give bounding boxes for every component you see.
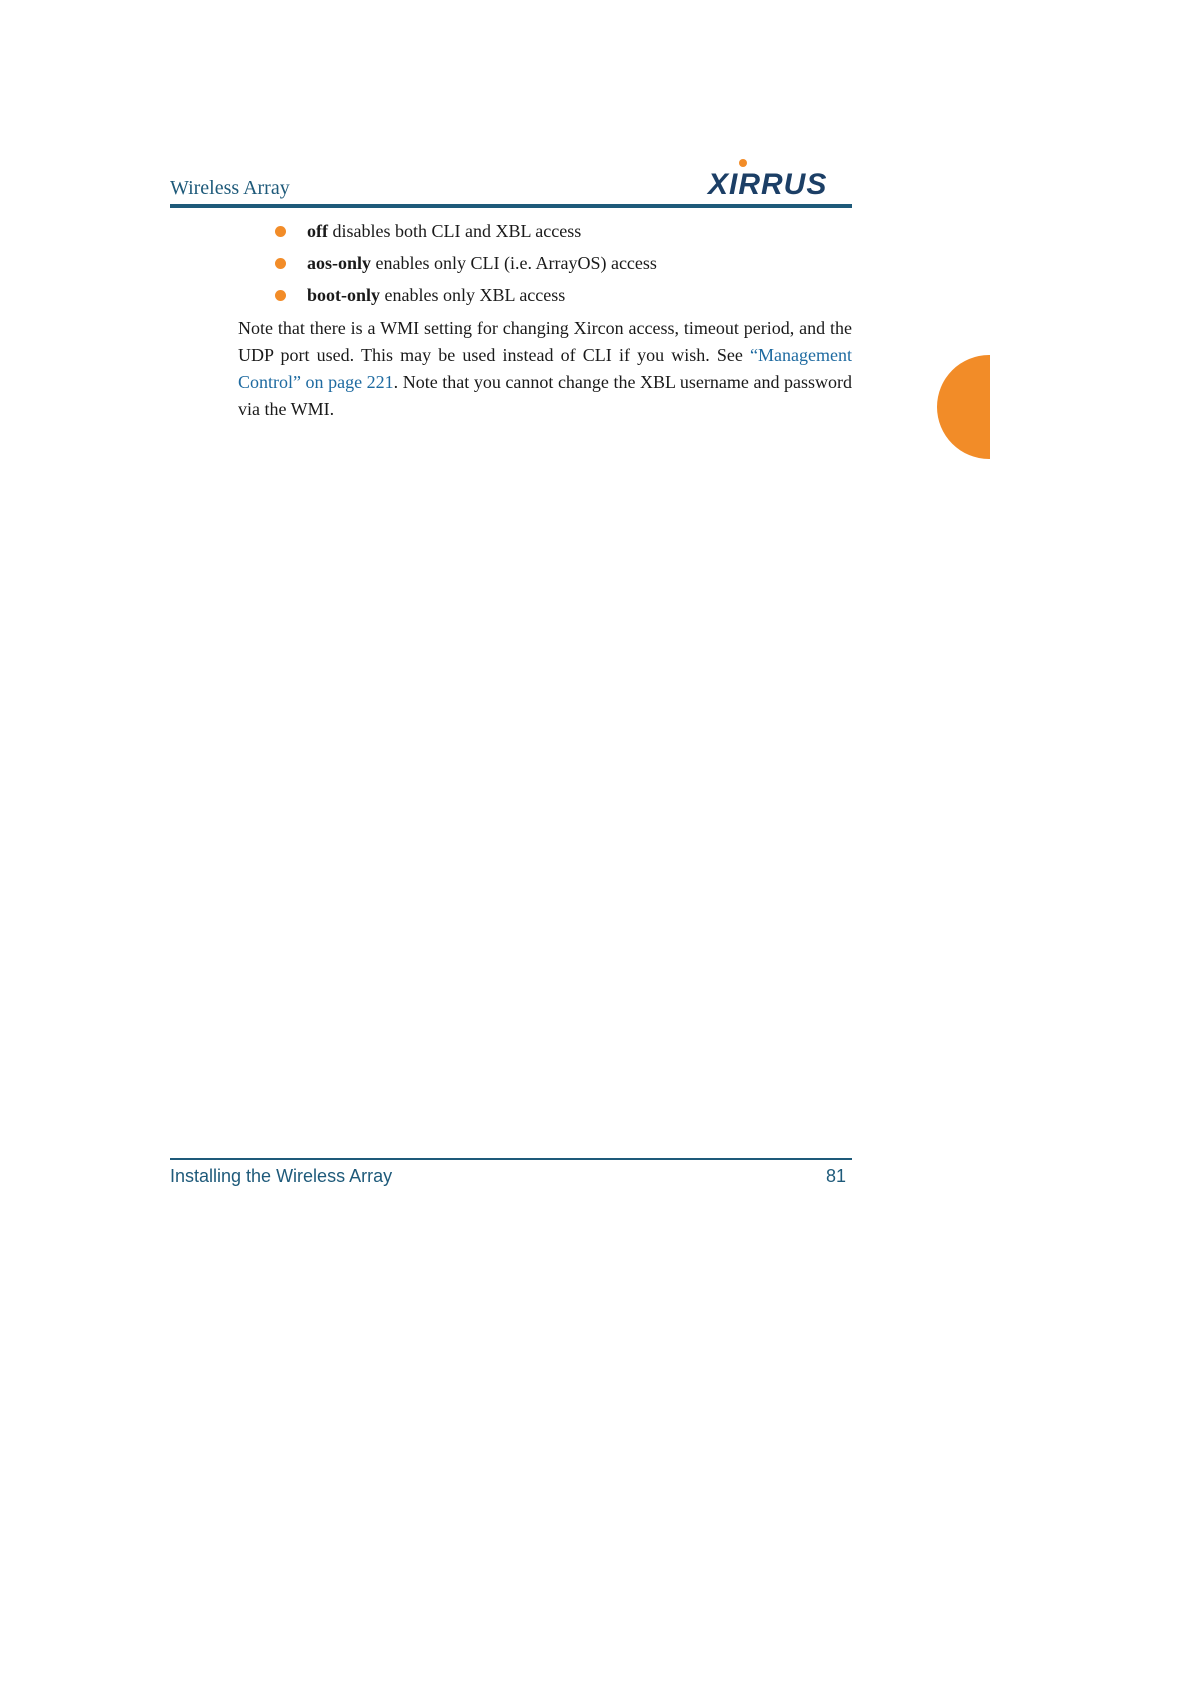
- bullet-keyword: off: [307, 221, 328, 241]
- header-title: Wireless Array: [170, 177, 290, 199]
- bullet-item-aos-only: [238, 247, 852, 279]
- bullet-item-boot-only: [238, 279, 852, 311]
- header-rule: [170, 204, 852, 208]
- note-paragraph: [238, 315, 852, 423]
- bullet-text: enables only CLI (i.e. ArrayOS) access: [371, 253, 657, 273]
- bullet-keyword: boot-only: [307, 285, 381, 305]
- bullet-keyword: aos-only: [307, 253, 372, 273]
- note-text-before: Note that there is a WMI setting for changing Xircon access, timeout period, and the UDP port used. This may be used instead of CLI if you wish. See: [238, 318, 852, 365]
- xirrus-logo: [706, 158, 846, 198]
- page-footer: [170, 1158, 852, 1186]
- bullet-text: enables only XBL access: [380, 285, 566, 305]
- page-number: 81: [825, 1166, 846, 1186]
- brand-name: XIRRUS: [708, 168, 828, 198]
- page-header: [170, 150, 852, 208]
- access-mode-list: [238, 215, 852, 311]
- footer-rule: [170, 1158, 852, 1160]
- note-text-after: . Note that you cannot change the XBL username and password via the WMI.: [238, 372, 852, 419]
- bullet-dot-icon: [275, 258, 286, 269]
- footer-title: Installing the Wireless Array: [170, 1166, 393, 1186]
- bullet-dot-icon: [275, 290, 286, 301]
- main-content: [238, 215, 852, 423]
- bullet-item-off: [238, 215, 852, 247]
- management-control-link[interactable]: “Management Control” on page 221: [238, 345, 852, 392]
- chapter-thumb-tab: [937, 355, 990, 459]
- bullet-dot-icon: [275, 226, 286, 237]
- bullet-text: disables both CLI and XBL access: [328, 221, 582, 241]
